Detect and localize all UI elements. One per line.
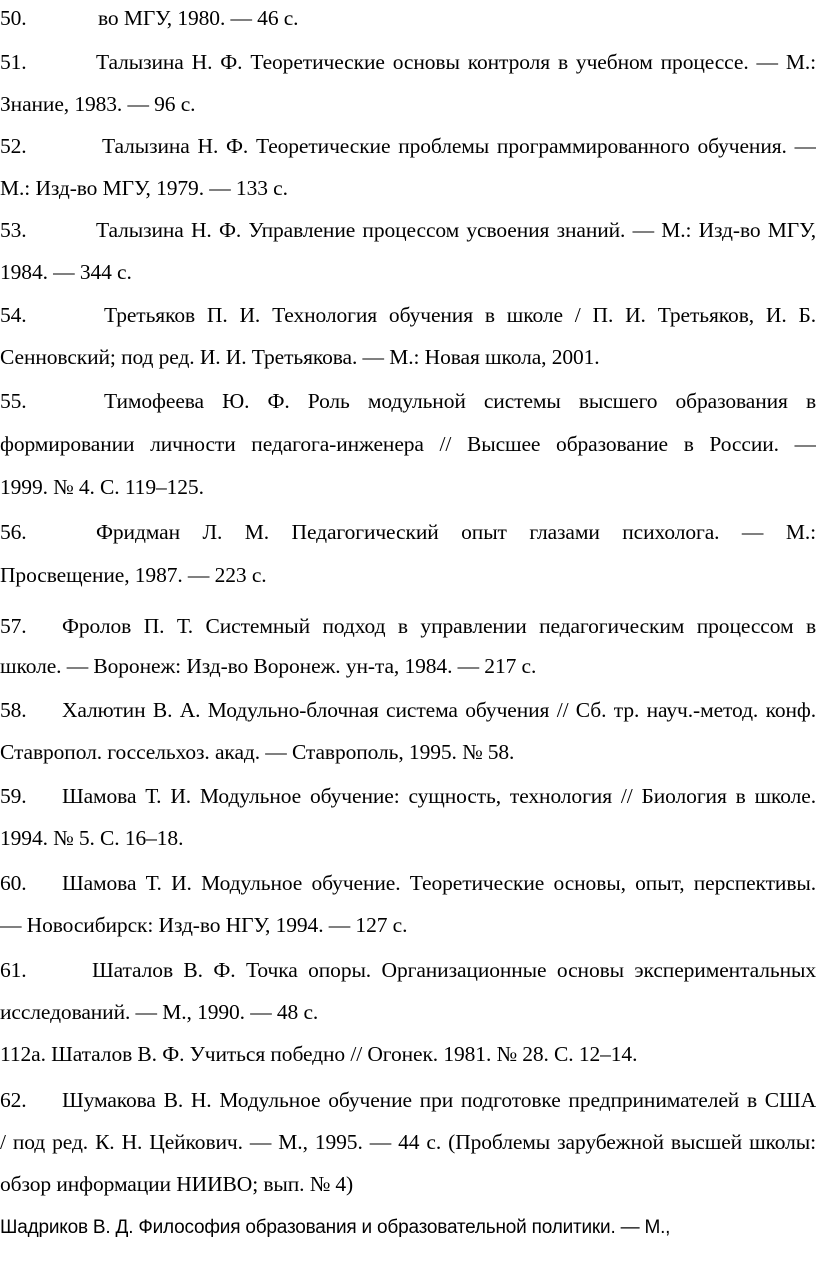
reference-text: — Новосибирск: Изд-во НГУ, 1994. — 127 с. <box>0 913 408 937</box>
reference-text: Шумакова В. Н. Модульное обучение при подготовке предпринимателей в США <box>62 1088 816 1112</box>
list-item-continuation <box>0 84 816 124</box>
reference-text: 1984. — 344 с. <box>0 260 132 284</box>
list-item-continuation <box>0 732 816 772</box>
reference-number: 59. <box>0 784 27 808</box>
list-item-continuation <box>0 818 816 858</box>
reference-text: 1999. № 4. С. 119–125. <box>0 475 204 499</box>
list-item-continuation <box>0 1122 816 1162</box>
list-item-continuation <box>0 424 816 464</box>
reference-number: 51. <box>0 50 27 74</box>
reference-text: Ставропол. госсельхоз. акад. — Ставрополь, 1995. № 58. <box>0 740 515 764</box>
list-item <box>0 0 816 38</box>
reference-number: 56. <box>0 520 27 544</box>
list-item-continuation <box>0 992 816 1032</box>
reference-text: Просвещение, 1987. — 223 с. <box>0 563 267 587</box>
reference-number: 52. <box>0 134 27 158</box>
list-item <box>0 863 816 903</box>
list-item <box>0 606 816 646</box>
list-item <box>0 1208 816 1248</box>
list-item <box>0 776 816 816</box>
reference-text: исследований. — М., 1990. — 48 с. <box>0 1000 319 1024</box>
list-item <box>0 126 816 166</box>
reference-text: Талызина Н. Ф. Управление процессом усвоения знаний. — М.: Изд-во МГУ, <box>96 218 816 242</box>
reference-text: во МГУ, 1980. — 46 с. <box>98 6 299 30</box>
reference-text: Халютин В. А. Модульно-блочная система обучения // Сб. тр. науч.-метод. конф. <box>62 698 816 722</box>
list-item <box>0 690 816 730</box>
list-item-continuation <box>0 252 816 292</box>
list-item-continuation <box>0 905 816 945</box>
reference-text: Тимофеева Ю. Ф. Роль модульной системы высшего образования в <box>104 389 816 413</box>
reference-number: 55. <box>0 389 27 413</box>
list-item <box>0 512 816 552</box>
list-item-continuation <box>0 646 816 686</box>
reference-text: Фридман Л. М. Педагогический опыт глазами психолога. — М.: <box>96 520 816 544</box>
reference-text: формировании личности педагога-инженера // Высшее образование в России. — <box>0 432 816 456</box>
reference-text: Сенновский; под ред. И. И. Третьякова. — М.: Новая школа, 2001. <box>0 345 600 369</box>
reference-text: Шамова Т. И. Модульное обучение: сущность, технология // Биология в школе. <box>62 784 816 808</box>
list-item-continuation <box>0 555 816 595</box>
list-item <box>0 42 816 82</box>
reference-text: 1994. № 5. С. 16–18. <box>0 826 184 850</box>
reference-text: Фролов П. Т. Системный подход в управлении педагогическим процессом в <box>62 614 816 638</box>
reference-text: 112а. Шаталов В. Ф. Учиться победно // Огонек. 1981. № 28. С. 12–14. <box>0 1042 638 1066</box>
reference-text: Знание, 1983. — 96 с. <box>0 92 196 116</box>
list-item-continuation <box>0 467 816 507</box>
list-item <box>0 210 816 250</box>
reference-text: Третьяков П. И. Технология обучения в школе / П. И. Третьяков, И. Б. <box>104 303 816 327</box>
reference-text: / под ред. К. Н. Цейкович. — М., 1995. — 44 с. (Проблемы зарубежной высшей школы: <box>0 1130 816 1154</box>
list-item-continuation <box>0 168 816 208</box>
reference-text: обзор информации НИИВО; вып. № 4) <box>0 1172 354 1196</box>
reference-number: 60. <box>0 871 27 895</box>
reference-text: школе. — Воронеж: Изд-во Воронеж. ун-та, 1984. — 217 с. <box>0 654 537 678</box>
reference-text: Шамова Т. И. Модульное обучение. Теоретические основы, опыт, перспективы. <box>62 871 816 895</box>
reference-number: 50. <box>0 6 27 30</box>
reference-text: Талызина Н. Ф. Теоретические основы контроля в учебном процессе. — М.: <box>96 50 816 74</box>
reference-number: 53. <box>0 218 27 242</box>
list-item <box>0 381 816 421</box>
reference-text: Талызина Н. Ф. Теоретические проблемы программированного обучения. — <box>102 134 816 158</box>
reference-number: 62. <box>0 1088 27 1112</box>
reference-number: 57. <box>0 614 27 638</box>
list-item <box>0 295 816 335</box>
list-item <box>0 1034 816 1074</box>
reference-text: Шаталов В. Ф. Точка опоры. Организационные основы экспериментальных <box>92 958 816 982</box>
reference-number: 58. <box>0 698 27 722</box>
list-item <box>0 1080 816 1120</box>
list-item-continuation <box>0 1164 816 1204</box>
reference-text: М.: Изд-во МГУ, 1979. — 133 с. <box>0 176 288 200</box>
list-item-continuation <box>0 337 816 377</box>
reference-number: 54. <box>0 303 27 327</box>
reference-number: 61. <box>0 958 27 982</box>
reference-text: Шадриков В. Д. Философия образования и образовательной политики. — М., <box>0 1217 671 1238</box>
list-item <box>0 950 816 990</box>
